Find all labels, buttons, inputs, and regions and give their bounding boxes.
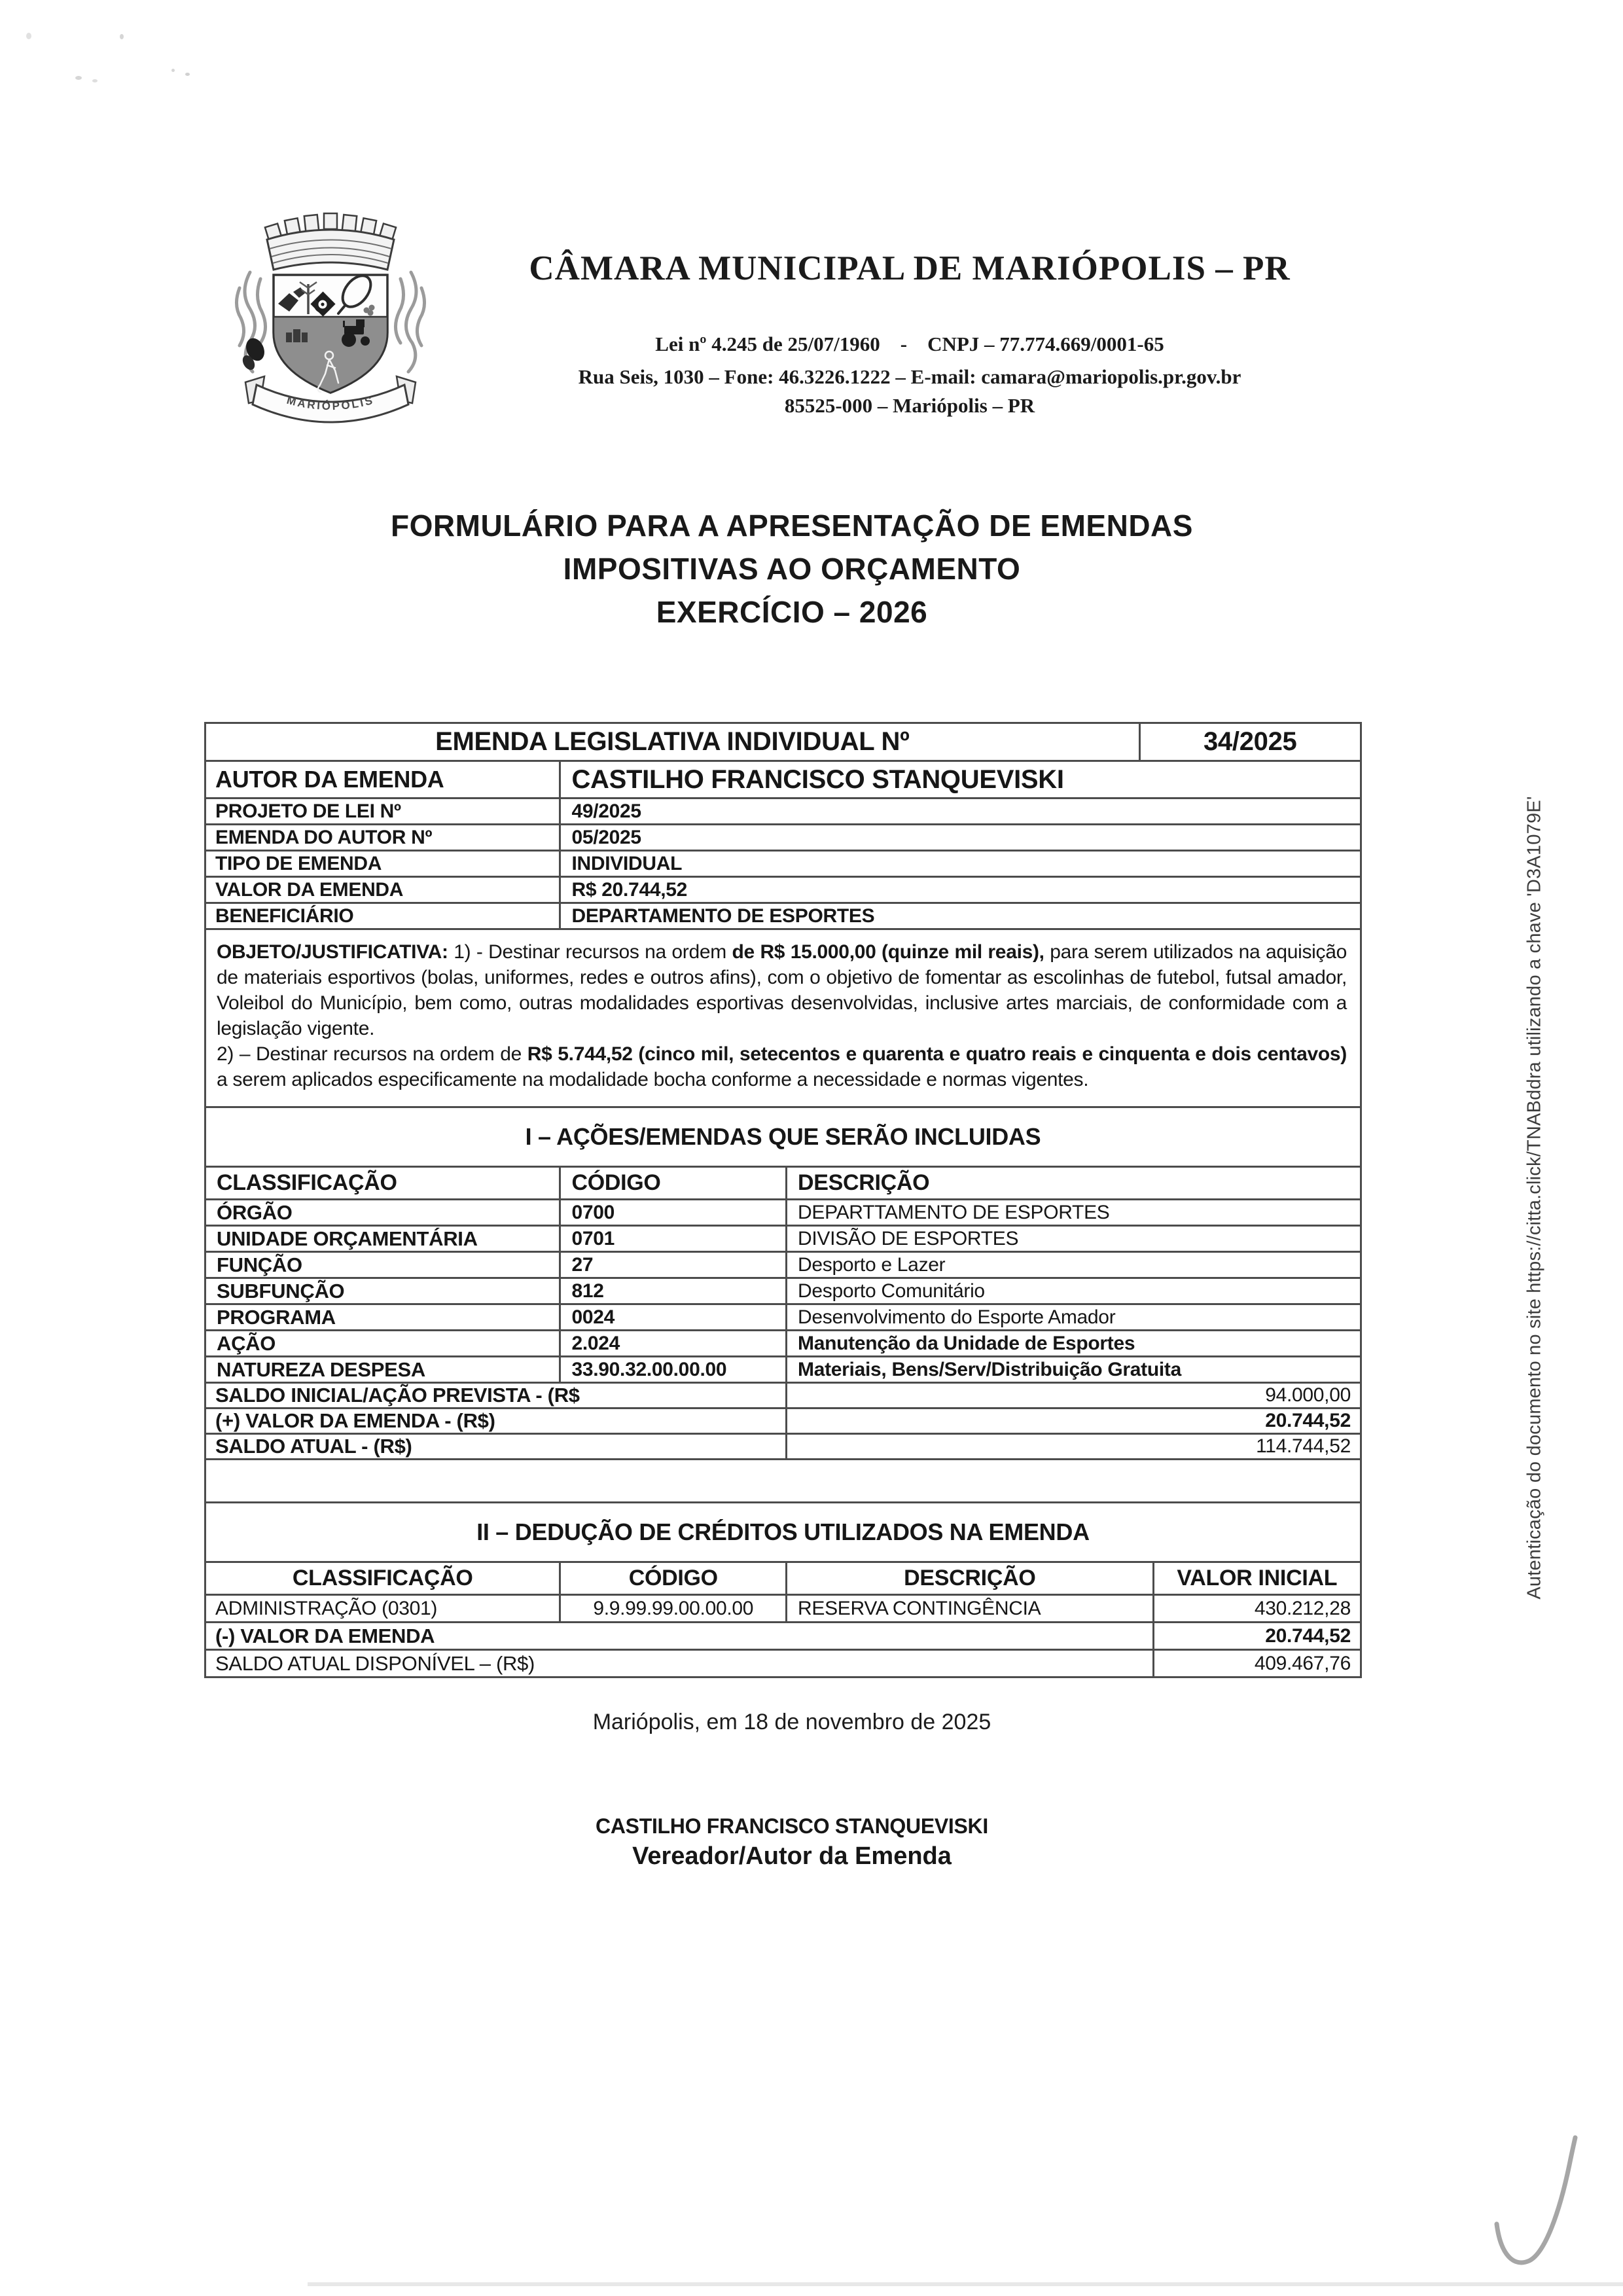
justification-label: OBJETO/JUSTIFICATIVA: — [217, 941, 448, 963]
scan-speck — [185, 73, 190, 76]
field-value: DEPARTAMENTO DE ESPORTES — [559, 904, 1360, 928]
row-label: PROGRAMA — [217, 1305, 336, 1329]
column-header: CLASSIFICAÇÃO — [217, 1170, 397, 1195]
row-label: SUBFUNÇÃO — [217, 1279, 345, 1302]
row-desc: DEPARTTAMENTO DE ESPORTES — [785, 1200, 1360, 1225]
field-label: TIPO DE EMENDA — [215, 852, 382, 874]
table-row — [206, 1277, 1360, 1303]
section2-title: II – DEDUÇÃO DE CRÉDITOS UTILIZADOS NA EMENDA — [476, 1518, 1090, 1545]
scan-speck — [26, 33, 31, 39]
scan-speck — [171, 69, 175, 72]
address-line: Rua Seis, 1030 – Fone: 46.3226.1222 – E-mail: camara@mariopolis.pr.gov.br — [578, 365, 1241, 388]
saldo-disponivel-row — [206, 1649, 1360, 1676]
logo-banner-text: MARIÓPOLIS — [285, 393, 376, 413]
row-label: ÓRGÃO — [217, 1200, 293, 1224]
justification-text: 1) - Destinar recursos na ordem — [448, 941, 732, 963]
justification-paragraph-1 — [217, 939, 1347, 1041]
justification-cell — [206, 928, 1360, 1106]
row-code: 27 — [559, 1253, 785, 1277]
field-value: 05/2025 — [559, 825, 1360, 850]
field-label: EMENDA DO AUTOR Nº — [215, 826, 433, 848]
section1-title: I – AÇÕES/EMENDAS QUE SERÃO INCLUIDAS — [525, 1123, 1041, 1150]
field-value: R$ 20.744,52 — [559, 878, 1360, 902]
row-desc: RESERVA CONTINGÊNCIA — [785, 1596, 1152, 1621]
row-desc: Materiais, Bens/Serv/Distribuição Gratuita — [785, 1357, 1360, 1382]
field-row-beneficiario — [206, 902, 1360, 928]
section1-header-row — [206, 1166, 1360, 1198]
table-row — [206, 1198, 1360, 1225]
valor-emenda-row — [206, 1407, 1360, 1433]
table-row — [206, 1251, 1360, 1277]
total-label: SALDO ATUAL DISPONÍVEL – (R$) — [215, 1651, 535, 1675]
field-label: PROJETO DE LEI Nº — [215, 800, 401, 822]
form-title-line3: EXERCÍCIO – 2026 — [656, 595, 928, 629]
row-code: 812 — [559, 1279, 785, 1303]
row-desc: Desporto e Lazer — [785, 1253, 1360, 1277]
justification-text: 2) – Destinar recursos na ordem de — [217, 1043, 527, 1065]
row-code: 2.024 — [559, 1331, 785, 1355]
row-label: UNIDADE ORÇAMENTÁRIA — [217, 1227, 478, 1250]
column-header: VALOR INICIAL — [1152, 1563, 1360, 1594]
city-line: 85525-000 – Mariópolis – PR — [784, 394, 1035, 417]
row-code: 0700 — [559, 1200, 785, 1225]
field-label: AUTOR DA EMENDA — [215, 766, 444, 793]
row-desc: Desporto Comunitário — [785, 1279, 1360, 1303]
field-value: CASTILHO FRANCISCO STANQUEVISKI — [559, 762, 1360, 797]
authentication-note: Autenticação do documento no site https://citta.click/TNABddra utilizando a chave 'D3A1079E' — [1524, 796, 1545, 1600]
row-desc: Desenvolvimento do Esporte Amador — [785, 1305, 1360, 1329]
table-row — [206, 1225, 1360, 1251]
table-row — [206, 1355, 1360, 1382]
saldo-value: 20.744,52 — [785, 1409, 1360, 1433]
form-title-line2: IMPOSITIVAS AO ORÇAMENTO — [563, 552, 1021, 586]
field-row-emenda-autor — [206, 823, 1360, 850]
column-header: DESCRIÇÃO — [785, 1168, 1360, 1198]
field-value: 49/2025 — [559, 799, 1360, 823]
field-row-tipo — [206, 850, 1360, 876]
row-label: FUNÇÃO — [217, 1253, 302, 1276]
row-label: AÇÃO — [217, 1331, 276, 1355]
total-value: 20.744,52 — [1152, 1623, 1360, 1649]
saldo-value: 114.744,52 — [785, 1435, 1360, 1458]
field-row-autor — [206, 760, 1360, 797]
field-label: VALOR DA EMENDA — [215, 878, 404, 901]
signature-name: CASTILHO FRANCISCO STANQUEVISKI — [596, 1814, 988, 1838]
date-line: Mariópolis, em 18 de novembro de 2025 — [592, 1710, 991, 1734]
emenda-table — [204, 722, 1362, 1678]
column-header: CLASSIFICAÇÃO — [292, 1566, 473, 1590]
saldo-label: (+) VALOR DA EMENDA - (R$) — [215, 1409, 495, 1432]
saldo-label: SALDO INICIAL/AÇÃO PREVISTA - (R$ — [215, 1384, 580, 1407]
column-header: CÓDIGO — [559, 1563, 785, 1594]
row-code: 9.9.99.99.00.00.00 — [559, 1596, 785, 1621]
form-title-line1: FORMULÁRIO PARA A APRESENTAÇÃO DE EMENDAS — [391, 509, 1193, 543]
table-row — [206, 1329, 1360, 1355]
field-row-valor — [206, 876, 1360, 902]
emenda-header-label: EMENDA LEGISLATIVA INDIVIDUAL Nº — [435, 727, 910, 756]
row-code: 0701 — [559, 1227, 785, 1251]
field-label: BENEFICIÁRIO — [215, 905, 354, 927]
field-row-projeto — [206, 797, 1360, 823]
scan-edge-artifact — [308, 2282, 1623, 2286]
justification-amount-2: R$ 5.744,52 (cinco mil, setecentos e quarenta e quatro reais e cinquenta e dois centavos) — [527, 1043, 1347, 1065]
column-header: DESCRIÇÃO — [785, 1563, 1152, 1594]
emenda-header-number: 34/2025 — [1139, 724, 1360, 760]
saldo-inicial-row — [206, 1382, 1360, 1407]
pen-mark — [1476, 2121, 1607, 2291]
row-label: NATUREZA DESPESA — [217, 1357, 426, 1381]
justification-text: para serem utilizados na aquisição de materiais esportivos (bolas, uniformes, redes e outros afins), com o objetivo de fomentar as escolinhas de futebol, futsal amador, Voleibol do Município, bem como, outras modalidades esportivas desenvolvidas, inclusive artes marciais, de conformidade com a legislação vigente. — [217, 941, 1347, 1039]
form-title — [216, 504, 1368, 634]
total-label: (-) VALOR DA EMENDA — [215, 1624, 435, 1647]
scan-speck — [75, 76, 82, 80]
scan-speck — [92, 79, 98, 82]
justification-amount-1: de R$ 15.000,00 (quinze mil reais), — [732, 941, 1044, 963]
total-value: 409.467,76 — [1152, 1651, 1360, 1676]
org-name: CÂMARA MUNICIPAL DE MARIÓPOLIS – PR — [529, 249, 1291, 287]
row-value: 430.212,28 — [1152, 1596, 1360, 1621]
row-code: 0024 — [559, 1305, 785, 1329]
saldo-label: SALDO ATUAL - (R$) — [215, 1435, 412, 1458]
spacer-row — [206, 1458, 1360, 1501]
letterhead — [458, 249, 1361, 418]
row-desc: Manutenção da Unidade de Esportes — [785, 1331, 1360, 1355]
signature-role: Vereador/Autor da Emenda — [632, 1842, 952, 1870]
table-row — [206, 1303, 1360, 1329]
scan-speck — [120, 34, 124, 39]
saldo-atual-row — [206, 1433, 1360, 1458]
justification-text: a serem aplicados especificamente na modalidade bocha conforme a necessidade e normas vigentes. — [217, 1069, 1089, 1090]
municipal-coat-of-arms — [216, 195, 445, 444]
row-code: 33.90.32.00.00.00 — [559, 1357, 785, 1382]
valor-emenda-deduction-row — [206, 1621, 1360, 1649]
row-label: ADMINISTRAÇÃO (0301) — [215, 1597, 438, 1619]
law-cnpj-line: Lei nº 4.245 de 25/07/1960 - CNPJ – 77.774.669/0001-65 — [655, 332, 1164, 355]
deduction-row — [206, 1594, 1360, 1621]
emenda-header-row — [206, 724, 1360, 760]
section2-header-row — [206, 1561, 1360, 1594]
row-desc: DIVISÃO DE ESPORTES — [785, 1227, 1360, 1251]
field-value: INDIVIDUAL — [559, 852, 1360, 876]
column-header: CÓDIGO — [559, 1168, 785, 1198]
justification-paragraph-2 — [217, 1041, 1347, 1092]
saldo-value: 94.000,00 — [785, 1384, 1360, 1407]
